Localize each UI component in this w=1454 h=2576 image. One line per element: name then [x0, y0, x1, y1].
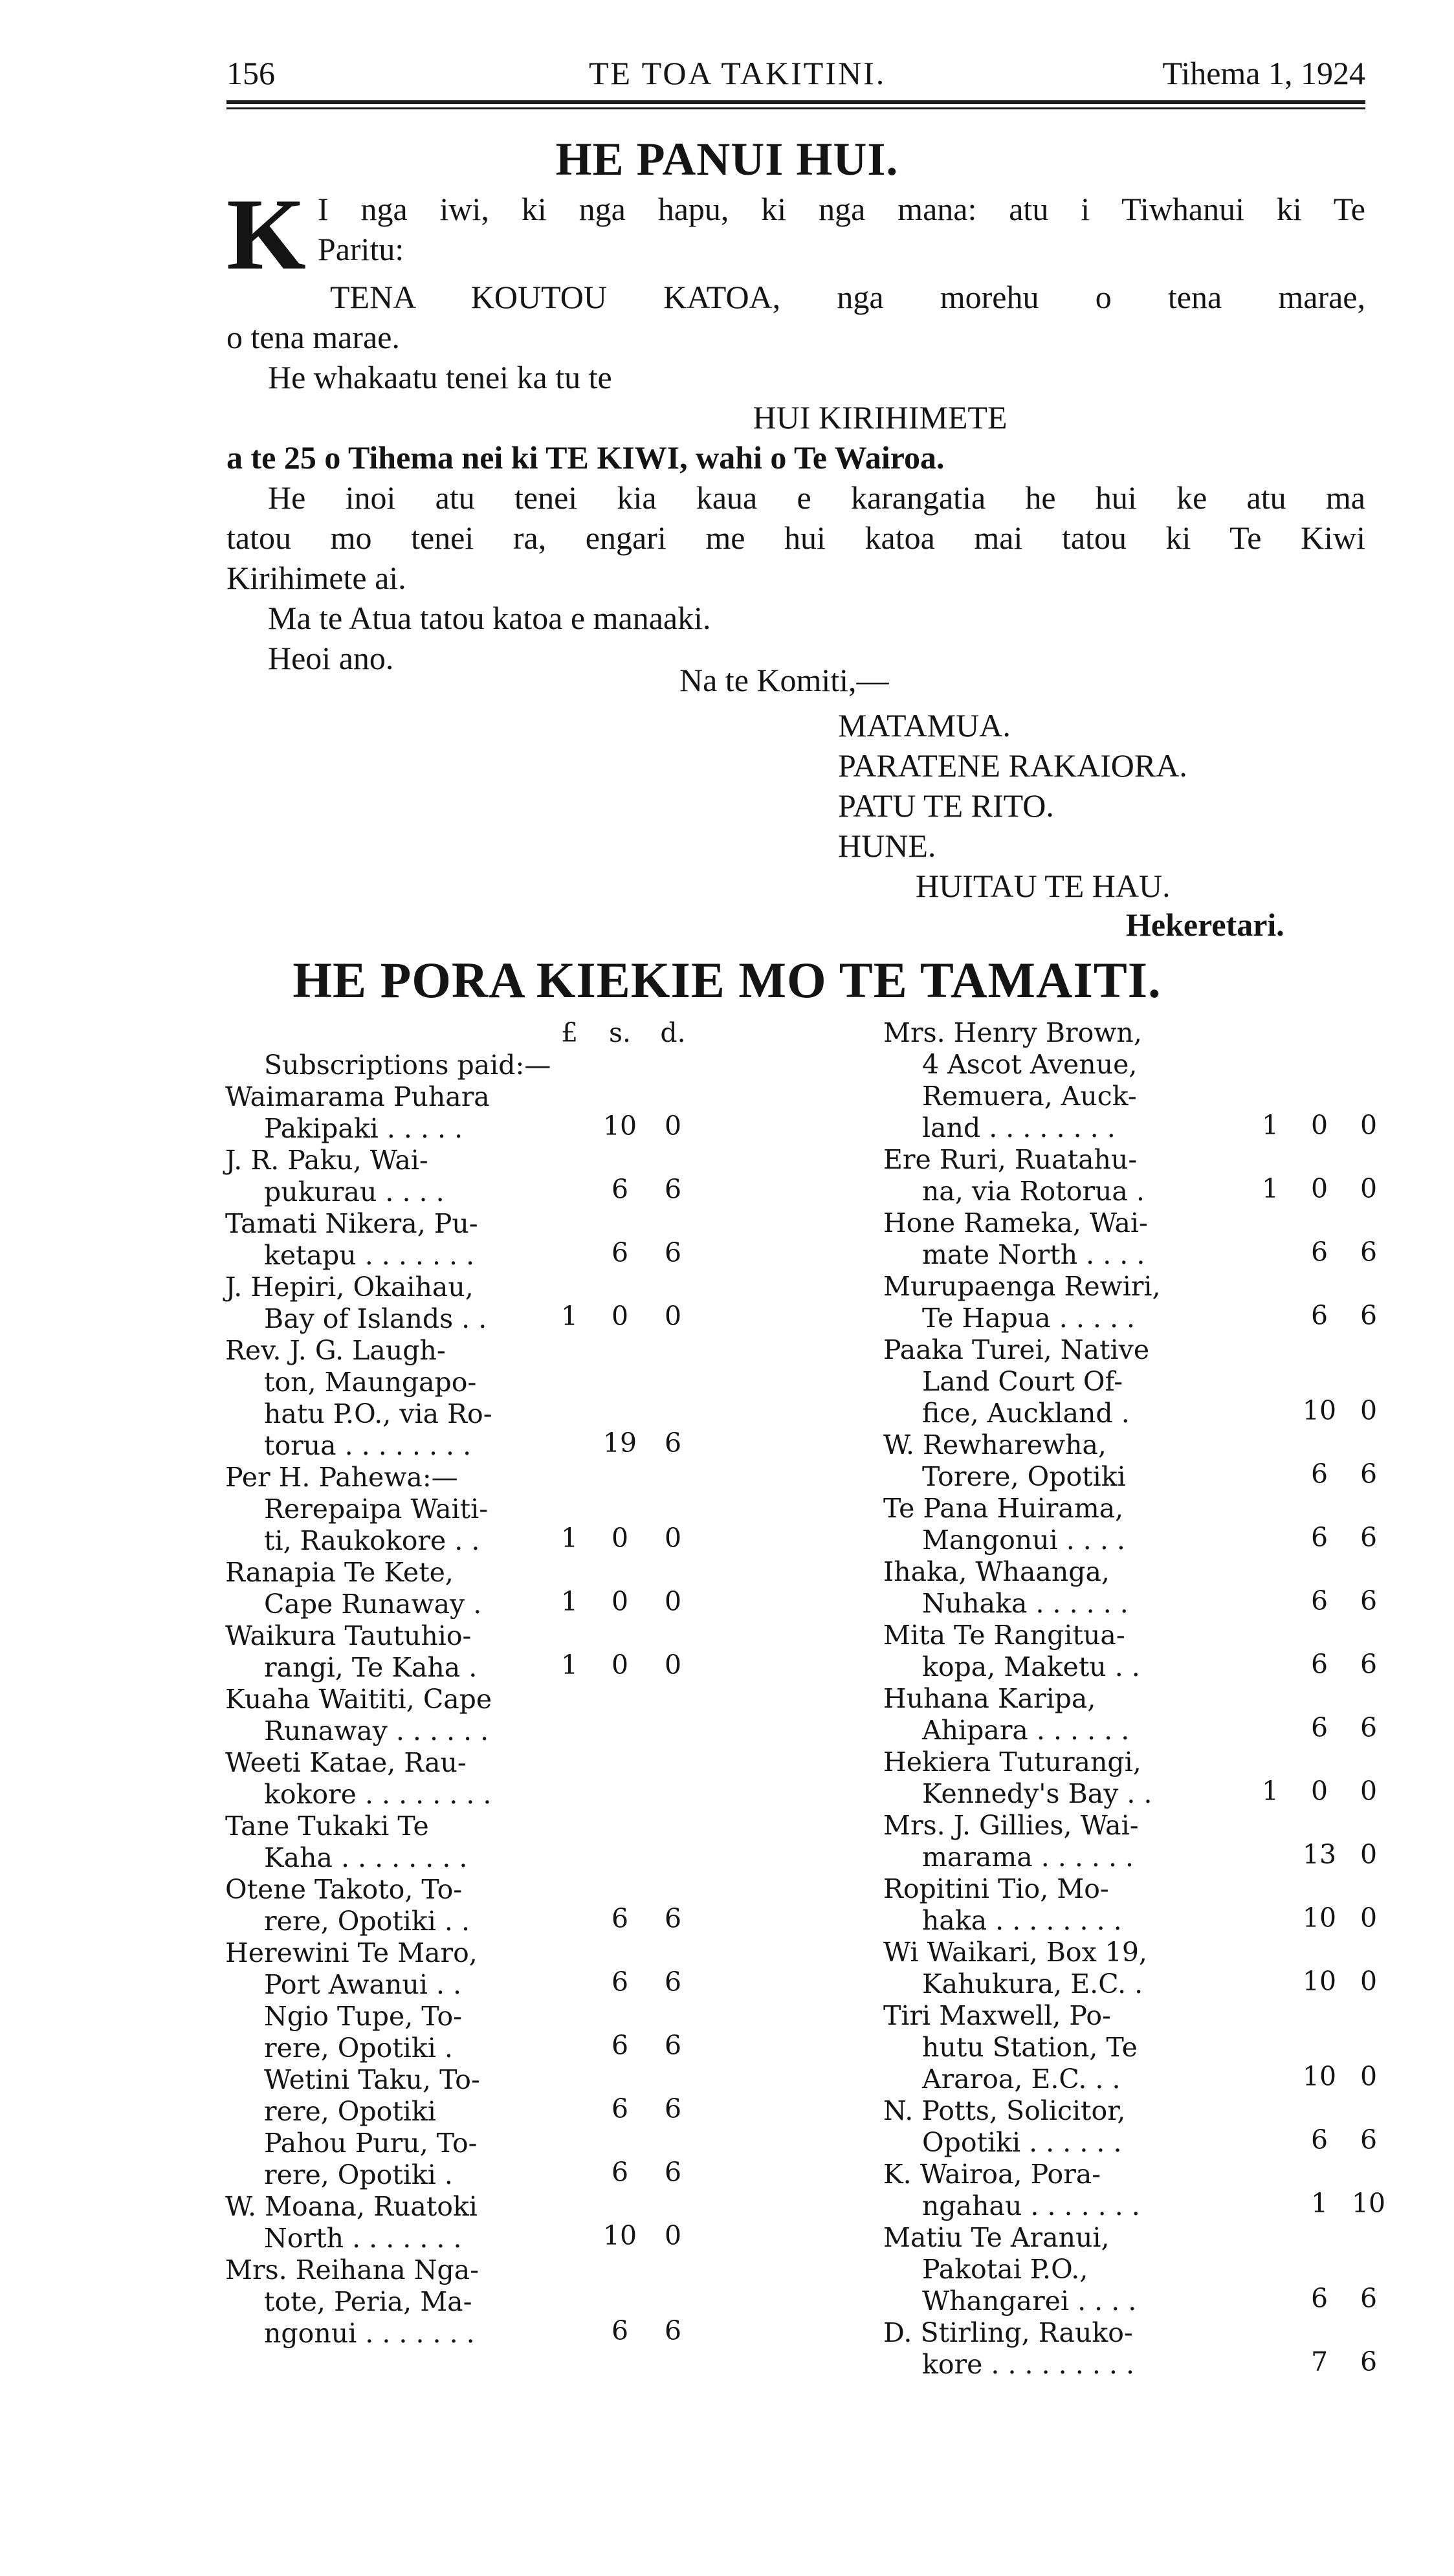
- amount-pence: 6: [664, 1966, 682, 1998]
- amount-shillings: 10: [1302, 1902, 1337, 1933]
- subscriber-name: Hone Rameka, Wai-: [883, 1207, 1148, 1238]
- subscription-entry: [883, 1429, 1378, 1493]
- subscription-entry: [225, 1271, 717, 1335]
- subscriber-detail: Remuera, Auck-: [922, 1081, 1137, 1112]
- subscription-entry: [225, 1335, 717, 1462]
- amount-pence: 6: [1360, 1585, 1378, 1616]
- subscription-entry: [225, 1208, 717, 1271]
- subscriber-name: Tane Tukaki Te: [225, 1811, 429, 1842]
- subscriber-name: Wetini Taku, To-: [264, 2064, 480, 2095]
- subscriber-detail: Torere, Opotiki: [922, 1461, 1126, 1492]
- amount-shillings: 6: [1310, 1459, 1328, 1490]
- subscription-entry: [225, 1937, 717, 2001]
- amount-shillings: 19: [602, 1427, 637, 1459]
- subscription-entry: [883, 2222, 1378, 2317]
- subscriber-detail: rangi, Te Kaha .: [264, 1652, 478, 1683]
- subscriber-name: D. Stirling, Rauko-: [883, 2317, 1133, 2348]
- subscriber-detail: Runaway . . . . . .: [264, 1715, 489, 1746]
- running-header: [226, 54, 1365, 100]
- subscription-entry: [883, 1620, 1378, 1683]
- subscriber-detail: kore . . . . . . . . .: [922, 2349, 1134, 2380]
- amount-shillings: 6: [611, 1174, 629, 1205]
- subscriber-detail: Kennedy's Bay . .: [922, 1778, 1152, 1809]
- amount-pence: 0: [664, 1586, 682, 1617]
- amount-pence: 0: [1360, 1966, 1378, 1997]
- subscriber-name: Pahou Puru, To-: [264, 2128, 478, 2159]
- subscriptions-intro: [225, 1050, 717, 1081]
- amount-pence: 0: [664, 2220, 682, 2251]
- amount-pence: 0: [1360, 1776, 1378, 1807]
- notice-line: Heoi ano.: [268, 640, 394, 676]
- amount-pence: 6: [664, 1903, 682, 1934]
- subscription-entry: [883, 1017, 1378, 1144]
- subscriber-name: Matiu Te Aranui,: [883, 2222, 1110, 2253]
- subscriber-detail: ngahau . . . . . . .: [922, 2190, 1140, 2221]
- amount-shillings: 0: [1310, 1110, 1328, 1141]
- amount-shillings: 6: [1310, 1300, 1328, 1331]
- amount-pounds: 1: [1261, 1776, 1279, 1807]
- subscription-entry: [883, 2095, 1378, 2159]
- subscription-entry: [225, 1747, 717, 1811]
- amount-shillings: 7: [1310, 2346, 1328, 2377]
- subscription-entry: [225, 2191, 717, 2254]
- subscriber-name: W. Moana, Ruatoki: [225, 2191, 478, 2222]
- amount-pence: 6: [664, 1427, 682, 1459]
- amount-shillings: 10: [1302, 1395, 1337, 1426]
- amount-pence: 6: [1360, 1300, 1378, 1331]
- amount-pence: 0: [664, 1110, 682, 1141]
- subscriber-detail: Te Hapua . . . . .: [922, 1303, 1136, 1334]
- subscriber-detail: Kaha . . . . . . . .: [264, 1842, 468, 1873]
- notice-line: I nga iwi, ki nga hapu, ki nga mana: atu i Tiwhanui ki Te: [317, 191, 1365, 227]
- subscription-entry: [225, 1081, 717, 1145]
- amount-shillings: 6: [611, 1966, 629, 1998]
- subscriber-name: Mrs. J. Gillies, Wai-: [883, 1810, 1139, 1841]
- subscriber-name: Ranapia Te Kete,: [225, 1557, 454, 1588]
- subscriber-name: Ere Ruri, Ruatahu-: [883, 1144, 1138, 1175]
- subscription-entry: [883, 1334, 1378, 1429]
- subscriber-name: Otene Takoto, To-: [225, 1874, 463, 1905]
- subscriber-detail: Opotiki . . . . . .: [922, 2127, 1122, 2158]
- pence-label: d.: [660, 1017, 686, 1048]
- subscription-entry: [225, 1874, 717, 1937]
- subscriber-detail: Pakotai P.O.,: [922, 2254, 1088, 2285]
- intro-text: Subscriptions paid:—: [264, 1050, 551, 1081]
- amount-pounds: 1: [1261, 1110, 1279, 1141]
- amount-pence: 6: [1360, 1649, 1378, 1680]
- subscriber-detail: na, via Rotorua .: [922, 1176, 1145, 1207]
- currency-header: [225, 1017, 717, 1050]
- amount-shillings: 6: [1310, 1522, 1328, 1553]
- subscriber-detail: Kahukura, E.C. .: [922, 1968, 1143, 1999]
- subscription-entry: [883, 1144, 1378, 1207]
- amount-shillings: 6: [1310, 1712, 1328, 1743]
- subscriber-name: Ropitini Tio, Mo-: [883, 1873, 1109, 1904]
- amount-shillings: 10: [1302, 2061, 1337, 2092]
- subscription-entry: [883, 1556, 1378, 1620]
- amount-pence: 6: [1360, 2283, 1378, 2314]
- notice-line: Paritu:: [317, 231, 404, 267]
- notice-body: [226, 178, 1365, 678]
- subscriber-name: J. R. Paku, Wai-: [225, 1145, 428, 1176]
- amount-shillings: 6: [611, 2030, 629, 2061]
- subscriptions-right-column: [883, 1017, 1386, 2381]
- subscriber-name: Paaka Turei, Native: [883, 1334, 1150, 1365]
- subscriber-name: Ihaka, Whaanga,: [883, 1556, 1110, 1587]
- subscription-entry: [225, 1811, 717, 1874]
- amount-shillings: 6: [1310, 2283, 1328, 2314]
- subscriber-name: Mita Te Rangitua-: [883, 1620, 1125, 1651]
- amount-pence: 0: [664, 1523, 682, 1554]
- amount-pounds: 1: [560, 1523, 578, 1554]
- amount-pence: 0: [1360, 1173, 1378, 1204]
- subscription-entry: [225, 1684, 717, 1747]
- amount-shillings: 6: [611, 2157, 629, 2188]
- amount-shillings: 0: [611, 1301, 629, 1332]
- header-rule-thick: [226, 100, 1365, 104]
- subscription-entry: [225, 1493, 717, 1557]
- amount-shillings: 0: [611, 1523, 629, 1554]
- subscriber-detail: rere, Opotiki . .: [264, 1906, 470, 1937]
- amount-pence: 0: [1360, 1902, 1378, 1933]
- shilling-label: s.: [608, 1017, 632, 1048]
- amount-pence: 6: [1360, 1459, 1378, 1490]
- subscriber-name: Mrs. Henry Brown,: [883, 1017, 1142, 1048]
- amount-pence: 6: [1360, 1712, 1378, 1743]
- secretary-title: Hekeretari.: [1126, 907, 1284, 943]
- amount-pounds: 1: [560, 1649, 578, 1680]
- amount-pence: 0: [1360, 1839, 1378, 1870]
- subscription-entry: [883, 1873, 1378, 1937]
- subscription-entry: [225, 1557, 717, 1620]
- amount-pence: 6: [1360, 2124, 1378, 2155]
- subscriber-detail: Pakipaki . . . . .: [264, 1113, 463, 1144]
- signatory: MATAMUA.: [838, 707, 1011, 743]
- subscriber-detail: North . . . . . . .: [264, 2223, 462, 2254]
- secretary-name: HUITAU TE HAU.: [916, 868, 1171, 904]
- subscriber-detail: hutu Station, Te: [922, 2032, 1138, 2063]
- signed-by: Na te Komiti,—: [679, 662, 889, 698]
- subscriber-name: Herewini Te Maro,: [225, 1937, 478, 1968]
- amount-pence: 6: [664, 2157, 682, 2188]
- subscriber-name: Kuaha Waititi, Cape: [225, 1684, 492, 1715]
- subscriber-name: J. Hepiri, Okaihau,: [225, 1271, 474, 1303]
- amount-shillings: 6: [1310, 1585, 1328, 1616]
- subscription-entry: [883, 2159, 1386, 2222]
- subscription-entry: [883, 1493, 1378, 1556]
- subscriber-name: Weeti Katae, Rau-: [225, 1747, 467, 1778]
- subscriber-name: Tiri Maxwell, Po-: [883, 2000, 1111, 2031]
- subscriber-detail: mate North . . . .: [922, 1239, 1145, 1270]
- amount-pence: 6: [664, 1174, 682, 1205]
- subscription-entry: [225, 2064, 717, 2128]
- notice-title: HE PANUI HUI.: [555, 133, 899, 185]
- amount-shillings: 6: [1310, 1237, 1328, 1268]
- amount-shillings: 10: [602, 1110, 637, 1141]
- amount-shillings: 6: [611, 1903, 629, 1934]
- amount-pence: 6: [1360, 1237, 1378, 1268]
- subscriber-detail: hatu P.O., via Ro-: [264, 1398, 492, 1429]
- subscription-entry: [225, 1620, 717, 1684]
- subscriber-name: Mrs. Reihana Nga-: [225, 2254, 479, 2285]
- subscriber-detail: Araroa, E.C. . .: [922, 2064, 1121, 2095]
- subscriber-detail: Land Court Of-: [922, 1366, 1123, 1397]
- subscription-entry: [883, 1746, 1378, 1810]
- amount-shillings: 0: [611, 1649, 629, 1680]
- subscriber-name: W. Rewharewha,: [883, 1429, 1107, 1460]
- subscriber-detail: ton, Maungapo-: [264, 1367, 477, 1398]
- amount-shillings: 0: [611, 1586, 629, 1617]
- amount-shillings: 6: [611, 1237, 629, 1268]
- pound-label: £: [560, 1017, 578, 1048]
- notice-line: He whakaatu tenei ka tu te: [268, 359, 612, 395]
- notice-line: HUI KIRIHIMETE: [753, 399, 1008, 435]
- amount-pence: 6: [664, 2093, 682, 2124]
- amount-pence: 6: [1360, 2346, 1378, 2377]
- amount-pounds: 1: [560, 1586, 578, 1617]
- amount-pence: 6: [664, 2030, 682, 2061]
- amount-pence: 0: [1360, 2061, 1378, 2092]
- subscription-entry: [225, 1145, 717, 1208]
- subscriber-detail: Ahipara . . . . . .: [922, 1715, 1130, 1746]
- subscriber-detail: ti, Raukokore . .: [264, 1525, 480, 1556]
- subscriber-name: N. Potts, Solicitor,: [883, 2095, 1126, 2126]
- subscriber-detail: Mangonui . . . .: [922, 1525, 1125, 1556]
- subscriber-name: Waimarama Puhara: [225, 1081, 490, 1112]
- subscriber-detail: Nuhaka . . . . . .: [922, 1588, 1129, 1619]
- fund-title: HE PORA KIEKIE MO TE TAMAITI.: [292, 952, 1162, 1008]
- subscriber-name: Rev. J. G. Laugh-: [225, 1335, 446, 1366]
- amount-shillings: 6: [1310, 1649, 1328, 1680]
- subscription-entry: [883, 2317, 1378, 2381]
- notice-line: He inoi atu tenei kia kaua e karangatia he hui ke atu ma: [268, 479, 1365, 516]
- subscription-entry: [883, 1810, 1378, 1873]
- amount-pence: 6: [664, 1237, 682, 1268]
- drop-cap: K: [226, 178, 306, 291]
- amount-shillings: 6: [611, 2315, 629, 2346]
- subscriber-detail: Port Awanui . .: [264, 1969, 462, 2000]
- subscriber-detail: pukurau . . . .: [264, 1176, 445, 1207]
- subscription-entry: [225, 2128, 717, 2191]
- amount-pence: 10: [1351, 2188, 1386, 2219]
- issue-date: Tihema 1, 1924: [1162, 55, 1365, 91]
- subscriber-detail: land . . . . . . . .: [922, 1112, 1116, 1143]
- amount-pounds: 1: [1261, 1173, 1279, 1204]
- notice-line: o tena marae.: [226, 319, 400, 355]
- subscriber-detail: Bay of Islands . .: [264, 1303, 487, 1334]
- subscriber-name: Waikura Tautuhio-: [225, 1620, 472, 1651]
- subscriber-name: Huhana Karipa,: [883, 1683, 1096, 1714]
- subscriber-detail: torua . . . . . . . .: [264, 1430, 472, 1461]
- amount-pence: 0: [1360, 1395, 1378, 1426]
- amount-shillings: 0: [1310, 1776, 1328, 1807]
- subscriber-name: Hekiera Tuturangi,: [883, 1746, 1141, 1778]
- signatory: HUNE.: [838, 828, 936, 864]
- notice-line: tatou mo tenei ra, engari me hui katoa mai tatou ki Te Kiwi: [226, 520, 1365, 556]
- amount-shillings: 10: [602, 2220, 637, 2251]
- amount-shillings: 10: [1302, 1966, 1337, 1997]
- header-rule-thin: [226, 107, 1365, 109]
- subscriber-name: Tamati Nikera, Pu-: [225, 1208, 478, 1239]
- subscriber-detail: rere, Opotiki .: [264, 2159, 453, 2190]
- amount-shillings: 6: [1310, 2124, 1328, 2155]
- amount-pounds: 1: [560, 1301, 578, 1332]
- subscription-entry: [225, 1462, 717, 1493]
- amount-shillings: 0: [1310, 1173, 1328, 1204]
- subscriber-name: Rerepaipa Waiti-: [264, 1493, 489, 1525]
- subscriber-name: Te Pana Huirama,: [883, 1493, 1124, 1524]
- signatory: PARATENE RAKAIORA.: [838, 747, 1187, 784]
- subscription-entry: [883, 1937, 1378, 2000]
- subscriber-detail: Whangarei . . . .: [922, 2285, 1137, 2317]
- subscriber-detail: marama . . . . . .: [922, 1842, 1134, 1873]
- subscription-entry: [225, 2001, 717, 2064]
- subscriber-detail: fice, Auckland .: [922, 1398, 1130, 1429]
- amount-pence: 0: [664, 1649, 682, 1680]
- subscriber-name: Murupaenga Rewiri,: [883, 1271, 1161, 1302]
- notice-line: a te 25 o Tihema nei ki TE KIWI, wahi o Te Wairoa.: [226, 439, 945, 476]
- notice-line: Kirihimete ai.: [226, 560, 406, 596]
- subscriber-detail: ketapu . . . . . . .: [264, 1240, 475, 1271]
- subscriber-detail: tote, Peria, Ma-: [264, 2286, 472, 2317]
- amount-shillings: 6: [611, 2093, 629, 2124]
- subscriber-detail: rere, Opotiki: [264, 2096, 436, 2127]
- amount-shillings: 13: [1302, 1839, 1337, 1870]
- subscriber-detail: ngonui . . . . . . .: [264, 2318, 475, 2349]
- subscriber-name: Per H. Pahewa:—: [225, 1462, 458, 1493]
- subscription-entry: [883, 1683, 1378, 1746]
- amount-pence: 6: [1360, 1522, 1378, 1553]
- amount-pence: 0: [664, 1301, 682, 1332]
- subscriber-name: K. Wairoa, Pora-: [883, 2159, 1101, 2190]
- subscriptions-left-column: [225, 1017, 717, 2350]
- page-number: 156: [226, 55, 275, 91]
- publication-title: TE TOA TAKITINI.: [589, 55, 887, 91]
- subscriber-detail: 4 Ascot Avenue,: [922, 1049, 1138, 1080]
- subscription-entry: [883, 1271, 1378, 1334]
- notice-line: Ma te Atua tatou katoa e manaaki.: [268, 600, 711, 636]
- subscriber-detail: Cape Runaway .: [264, 1589, 482, 1620]
- subscriber-detail: haka . . . . . . . .: [922, 1905, 1122, 1936]
- subscription-entry: [883, 1207, 1378, 1271]
- subscriber-name: Wi Waikari, Box 19,: [883, 1937, 1147, 1968]
- subscriber-detail: kopa, Maketu . .: [922, 1651, 1140, 1682]
- notice-line: TENA KOUTOU KATOA, nga morehu o tena marae,: [330, 279, 1365, 315]
- subscription-entry: [225, 2254, 717, 2350]
- subscription-entry: [883, 2000, 1378, 2095]
- signatory: PATU TE RITO.: [838, 787, 1054, 824]
- amount-pence: 0: [1360, 1110, 1378, 1141]
- subscriber-detail: rere, Opotiki .: [264, 2032, 453, 2064]
- subscriber-detail: kokore . . . . . . . .: [264, 1779, 492, 1810]
- amount-pence: 6: [664, 2315, 682, 2346]
- amount-shillings: 1: [1310, 2188, 1328, 2219]
- subscriber-name: Ngio Tupe, To-: [264, 2001, 462, 2032]
